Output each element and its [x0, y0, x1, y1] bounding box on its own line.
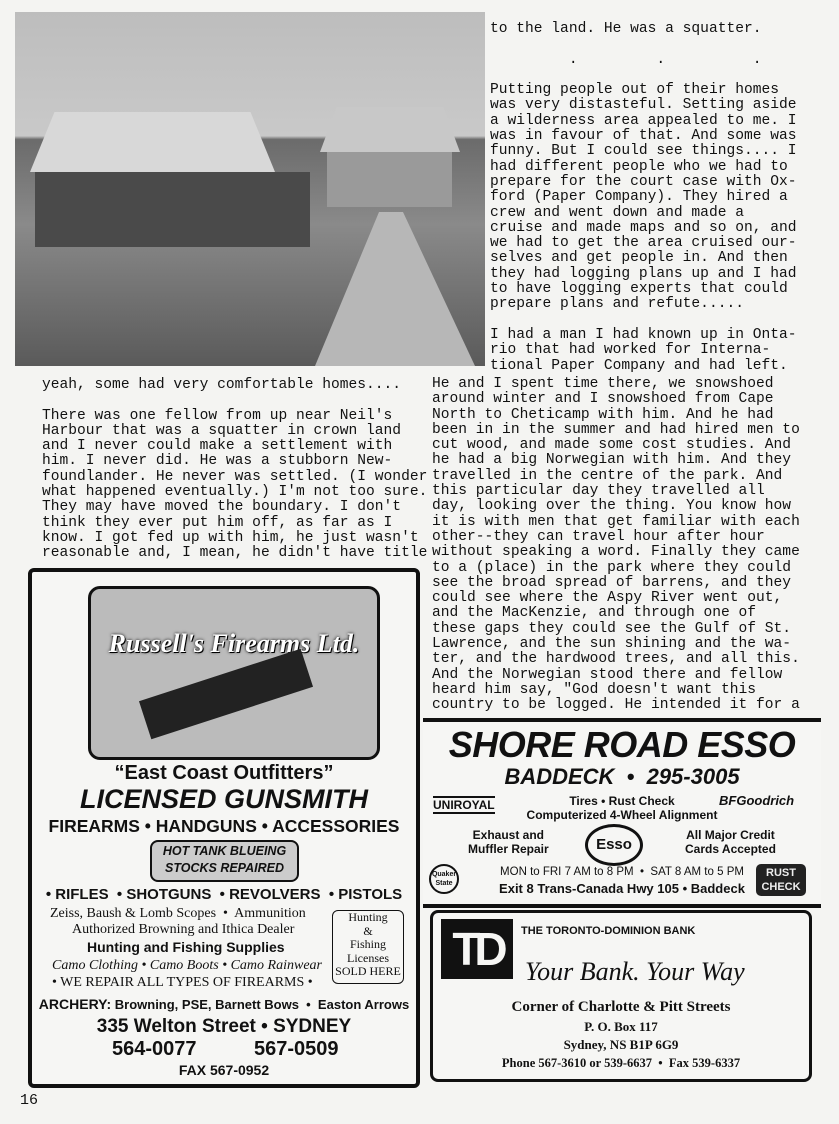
text-line: Harbour that was a squatter in crown land — [42, 422, 402, 439]
text-line: cruise and made maps and so on, and — [490, 219, 797, 236]
text-line: and the MacKenzie, and through one of — [432, 605, 757, 622]
text-line: . . . — [490, 51, 762, 68]
text-line: Putting people out of their homes — [490, 82, 780, 99]
article-left — [42, 378, 427, 562]
text-line: a wilderness area appealed to me. I — [490, 112, 797, 129]
text-line: around winter and I snowshoed from Cape — [432, 391, 774, 408]
text-line: prepare for the court case with Ox- — [490, 173, 797, 190]
text-line: could see where the Aspy River went out, — [432, 590, 783, 607]
esso-logo: Esso — [585, 824, 643, 866]
barn-roof — [30, 112, 275, 172]
text-line: was very distasteful. Setting aside — [490, 97, 797, 114]
gun-logo: Russell's Firearms Ltd. — [88, 586, 380, 760]
page-number: 16 — [20, 1092, 39, 1109]
text-line: ford (Paper Company). They hired a — [490, 189, 788, 206]
text-line: see the broad spread of barrens, and they — [432, 574, 792, 591]
text-line: foundlander. He never was settled. (I wonder — [42, 468, 428, 485]
text-line: They may have moved the boundary. I don't — [42, 499, 402, 516]
text-line: we had to get the area cruised our- — [490, 235, 797, 252]
text-line: other--they can travel hour after hour — [432, 528, 765, 545]
license-line: Hunting — [348, 910, 388, 924]
shore-road-esso-ad: SHORE ROAD ESSO BADDECK • 295-3005 UNIROYAL BFGoodrich Tires • Rust Check Computerized 4-Wheel Alignment Exhaust and Muffler Repair Esso All Major Credit Cards Accepted Quaker State MON to FRI 7 AM to 8 PM • SAT 8 AM to 5 PM Exit 8 Trans-Canada Hwy 105 • Baddeck RUST CHECK — [423, 722, 821, 908]
text-line: and I never could make a settlement with — [42, 438, 393, 455]
rust-check-logo: RUST CHECK — [756, 864, 806, 896]
text-line: think they ever put him off, as far as I — [42, 514, 393, 531]
article-right-top — [490, 22, 797, 374]
barn — [35, 172, 310, 247]
text-line: funny. But I could see things.... I — [490, 143, 797, 160]
text-line: had different people who we had to — [490, 158, 788, 175]
text-line: travelled in the centre of the park. And — [432, 467, 783, 484]
blueing-badge: HOT TANK BLUEING STOCKS REPAIRED — [150, 840, 299, 882]
text-line: this particular day they travelled all — [432, 483, 765, 500]
text-line: day, looking over the thing. You know how — [432, 498, 792, 515]
td-bank-ad: TD THE TORONTO-DOMINION BANK Your Bank. Your Way Corner of Charlotte & Pitt Streets P. O. Box 117 Sydney, NS B1P 6G9 Phone 567-3610 or 539-6637 • Fax 539-6337 — [430, 910, 812, 1082]
farm-photo — [15, 12, 485, 366]
archery-line: ARCHERY: Browning, PSE, Barnett Bows • Easton Arrows — [38, 996, 410, 1012]
text-line: rio that had worked for Interna- — [490, 342, 771, 359]
text-line: prepare plans and refute..... — [490, 296, 744, 313]
license-line: & — [363, 923, 373, 938]
text-line — [490, 68, 797, 83]
text-line: crew and went down and made a — [490, 204, 744, 221]
pistol-icon — [139, 649, 313, 740]
text-line: cut wood, and made some cost studies. And — [432, 437, 792, 454]
text-line: he had a big Norwegian with him. And they — [432, 452, 792, 469]
article-right-wide — [432, 377, 800, 714]
text-line: ter, and the hardwood trees, and all this. — [432, 651, 800, 668]
russells-firearms-ad: Russell's Firearms Ltd. “East Coast Outfitters” LICENSED GUNSMITH FIREARMS • HANDGUNS • ACCESSORIES HOT TANK BLUEING STOCKS REPAIRED • RIFLES • SHOTGUNS • REVOLVERS • PISTOLS Zeiss, Baush & Lomb Scopes • Ammunition Authorized Browning and Ithica Dealer Hunting and Fishing Supplies Camo Clothing • Camo Boots • Camo Rainwear • WE REPAIR ALL TYPES OF FIREARMS • Hunting & Fishing Licenses SOLD HERE ARCHERY: Browning, PSE, Barnett Bows • Easton Arrows 335 Welton Street • SYDNEY 564-0077 567-0509 FAX 567-0952 — [28, 568, 420, 1088]
text-line: they had logging plans up and I had — [490, 265, 797, 282]
text-line: country to be logged. He intended it for a — [432, 697, 800, 714]
text-line: reasonable and, I mean, he didn't have title — [42, 545, 428, 562]
text-line: know. I got fed up with him, he just wasn't — [42, 529, 419, 546]
text-line: was in favour of that. And some was — [490, 128, 797, 145]
text-line — [490, 37, 797, 52]
house — [327, 152, 452, 207]
text-line: him. I never did. He was a stubborn New- — [42, 453, 393, 470]
quaker-state-logo: Quaker State — [429, 864, 459, 894]
text-line: what happened eventually.) I'm not too sure. — [42, 484, 428, 501]
license-line: SOLD HERE — [335, 964, 401, 978]
text-line: selves and get people in. And then — [490, 250, 788, 267]
text-line: There was one fellow from up near Neil's — [42, 407, 393, 424]
text-line — [42, 393, 427, 408]
text-line: Lawrence, and the sun shining and the wa- — [432, 636, 792, 653]
text-line: it is with men that get familiar with each — [432, 513, 800, 530]
text-line: tional Paper Company and had left. — [490, 357, 788, 374]
text-line: to have logging experts that could — [490, 281, 788, 298]
text-line: heard him say, "God doesn't want this — [432, 681, 757, 698]
text-line: to a (place) in the park where they could — [432, 559, 792, 576]
text-line: without speaking a word. Finally they came — [432, 544, 800, 561]
credit-text: All Major Credit Cards Accepted — [685, 828, 776, 856]
license-line: Fishing — [349, 937, 386, 951]
dirt-road — [315, 212, 475, 366]
text-line — [490, 313, 797, 328]
text-line: He and I spent time there, we snowshoed — [432, 376, 774, 392]
text-line: these gaps they could see the Gulf of St. — [432, 620, 792, 637]
text-line: And the Norwegian stood there and fellow — [432, 666, 783, 683]
td-logo: TD — [441, 919, 513, 979]
text-line: to the land. He was a squatter. — [490, 21, 762, 37]
exhaust-text: Exhaust and Muffler Repair — [468, 828, 549, 856]
licenses-badge — [332, 910, 404, 984]
text-line: yeah, some had very comfortable homes.... — [42, 377, 402, 393]
license-line: Licenses — [347, 950, 389, 965]
text-line: North to Cheticamp with him. And he had — [432, 406, 774, 423]
text-line: I had a man I had known up in Onta- — [490, 326, 797, 343]
house-roof — [320, 107, 460, 152]
text-line: been in in the summer and had hired men to — [432, 421, 800, 438]
